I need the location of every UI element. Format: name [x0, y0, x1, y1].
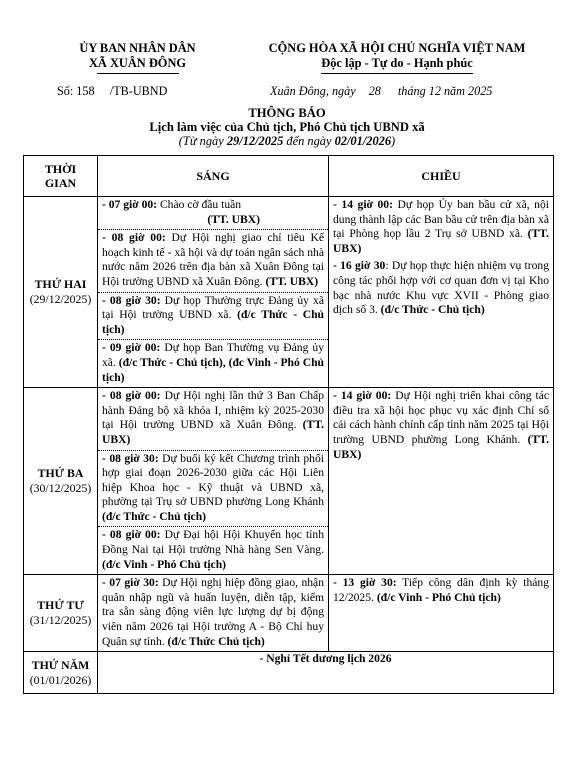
header-afternoon: CHIỀU: [329, 156, 554, 197]
morning-cell: [98, 575, 329, 652]
date-day: 28: [368, 84, 381, 98]
schedule-item: - 08 giờ 30: Dự buổi ký kết Chương trình phối hợp giai đoạn 2026-2030 giữa các Hội Liên hiệp Khoa học - Kỹ thuật và UBND xã, phường tại Trụ sở UBND phường Long Khánh (đ/c Thức - Chủ tịch): [98, 450, 328, 527]
range-suffix: ): [391, 134, 396, 148]
agency-line-1: ỦY BAN NHÂN DÂN: [79, 41, 196, 55]
schedule-item: - 07 giờ 00: Chào cờ đầu tuần (TT. UBX): [102, 198, 260, 226]
day-date: (31/12/2025): [29, 613, 92, 628]
motto: Độc lập - Tự do - Hạnh phúc: [321, 56, 473, 70]
table-row: [24, 652, 554, 694]
day-cell: [24, 388, 98, 575]
day-name: THỨ NĂM: [31, 657, 90, 672]
schedule-item: - 13 giờ 30: Tiếp công dân định kỳ tháng 12/2025. (đ/c Vinh - Phó Chủ tịch): [333, 576, 549, 604]
date-place: Xuân Đông, ngày: [270, 84, 356, 98]
schedule-item: - 16 giờ 30: Dự họp thực hiện nhiệm vụ trong công tác phối hợp với cơ quan đơn vị tại Kho bạc nhà nước Khu vực XVII - Phòng giao dịch số 3. (đ/c Thức - Chủ tịch): [333, 259, 549, 317]
range-mid: đến ngày: [283, 134, 335, 148]
day-date: (29/12/2025): [29, 292, 92, 307]
nation-name: CỘNG HÒA XÃ HỘI CHỦ NGHĨA VIỆT NAM: [268, 41, 526, 55]
range-to: 02/01/2026: [334, 134, 392, 148]
table-row: [24, 575, 554, 652]
motto-underline: [321, 73, 473, 74]
morning-cell: [98, 388, 329, 575]
holiday-cell: - Nghỉ Tết dương lịch 2026: [98, 652, 554, 694]
schedule-item: - 08 giờ 00: Dự Đại hội Hội Khuyến học tỉnh Đồng Nai tại Hội trường Nhà hàng Sen Vàng. (đ/c Vinh - Phó Chủ tịch): [98, 526, 328, 574]
date-range: [0, 134, 574, 148]
morning-cell: [98, 197, 329, 388]
day-cell: [24, 575, 98, 652]
day-cell: [24, 197, 98, 388]
schedule-item: - 07 giờ 30: Dự Hội nghị hiệp đồng giao, nhận quân nhập ngũ và huấn luyện, diễn tập, kiểm tra sẵn sàng động viên lực lượng dự bị động viên năm 2026 tại Hội trường A - Bộ Chỉ huy Quân sự tỉnh. (đ/c Thức Chủ tịch): [102, 576, 324, 648]
afternoon-cell: [329, 388, 554, 575]
schedule-item: - 08 giờ 00: Dự Hội nghị giao chỉ tiêu Kế hoạch kinh tế - xã hội và dự toán ngân sách nhà nước năm 2026 trên địa bàn xã Xuân Đông tại Hội trường UBND xã Xuân Đông. (TT. UBX): [98, 229, 328, 291]
day-cell: [24, 652, 98, 694]
schedule-item: - 08 giờ 30: Dự họp Thường trực Đảng ủy xã tại Hội trường UBND xã. (đ/c Thức - Chủ tịch): [98, 292, 328, 340]
schedule-item: - 08 giờ 00: Dự Hội nghị lần thứ 3 Ban Chấp hành Đảng bộ xã khóa I, nhiệm kỳ 2025-2030 tại Hội trường UBND xã Xuân Đông. (TT. UBX): [102, 389, 324, 446]
afternoon-cell: [329, 197, 554, 388]
agency-underline: [97, 73, 179, 74]
range-prefix: (Từ ngày: [178, 134, 227, 148]
document-title: THÔNG BÁO: [248, 106, 326, 120]
document-number: Số: 158 /TB-UBND: [57, 84, 168, 98]
afternoon-cell: [329, 575, 554, 652]
day-name: THỨ HAI: [34, 277, 87, 292]
schedule-item: - 14 giờ 00: Dự Hội nghị triển khai công tác điều tra xã hội học phục vụ xác định Chỉ số cải cách hành chính cấp tỉnh năm 2025 tại Hội trường UBND phường Long Khánh. (TT. UBX): [333, 389, 549, 461]
document-date: [270, 84, 492, 99]
day-name: THỨ BA: [37, 466, 84, 481]
date-rest: tháng 12 năm 2025: [397, 84, 493, 98]
agency-line-2: XÃ XUÂN ĐÔNG: [88, 56, 187, 70]
table-header-row: [24, 156, 554, 197]
national-motto: [232, 41, 562, 74]
schedule-item: - 09 giờ 00: Dự họp Ban Thường vụ Đảng ủy xã. (đ/c Thức - Chủ tịch), (đc Vinh - Phó Chủ tịch): [98, 339, 328, 387]
day-date: (30/12/2025): [29, 481, 92, 496]
header-morning: SÁNG: [98, 156, 329, 197]
schedule-item: - 14 giờ 00: Dự họp Ủy ban bầu cử xã, nội dung thành lập các Ban bầu cử trên địa bàn xã tại Phòng họp lầu 2 Trụ sở UBND xã. (TT. UBX): [333, 198, 549, 255]
day-name: THỨ TƯ: [37, 598, 84, 613]
table-row: [24, 197, 554, 388]
range-from: 29/12/2025: [226, 134, 284, 148]
document-subtitle: Lịch làm việc của Chủ tịch, Phó Chủ tịch UBND xã: [149, 120, 425, 134]
schedule-table: [23, 155, 554, 694]
day-date: (01/01/2026): [29, 672, 92, 687]
issuing-agency: [40, 41, 235, 74]
header-time: THỜI GIAN: [24, 156, 98, 197]
table-row: [24, 388, 554, 575]
